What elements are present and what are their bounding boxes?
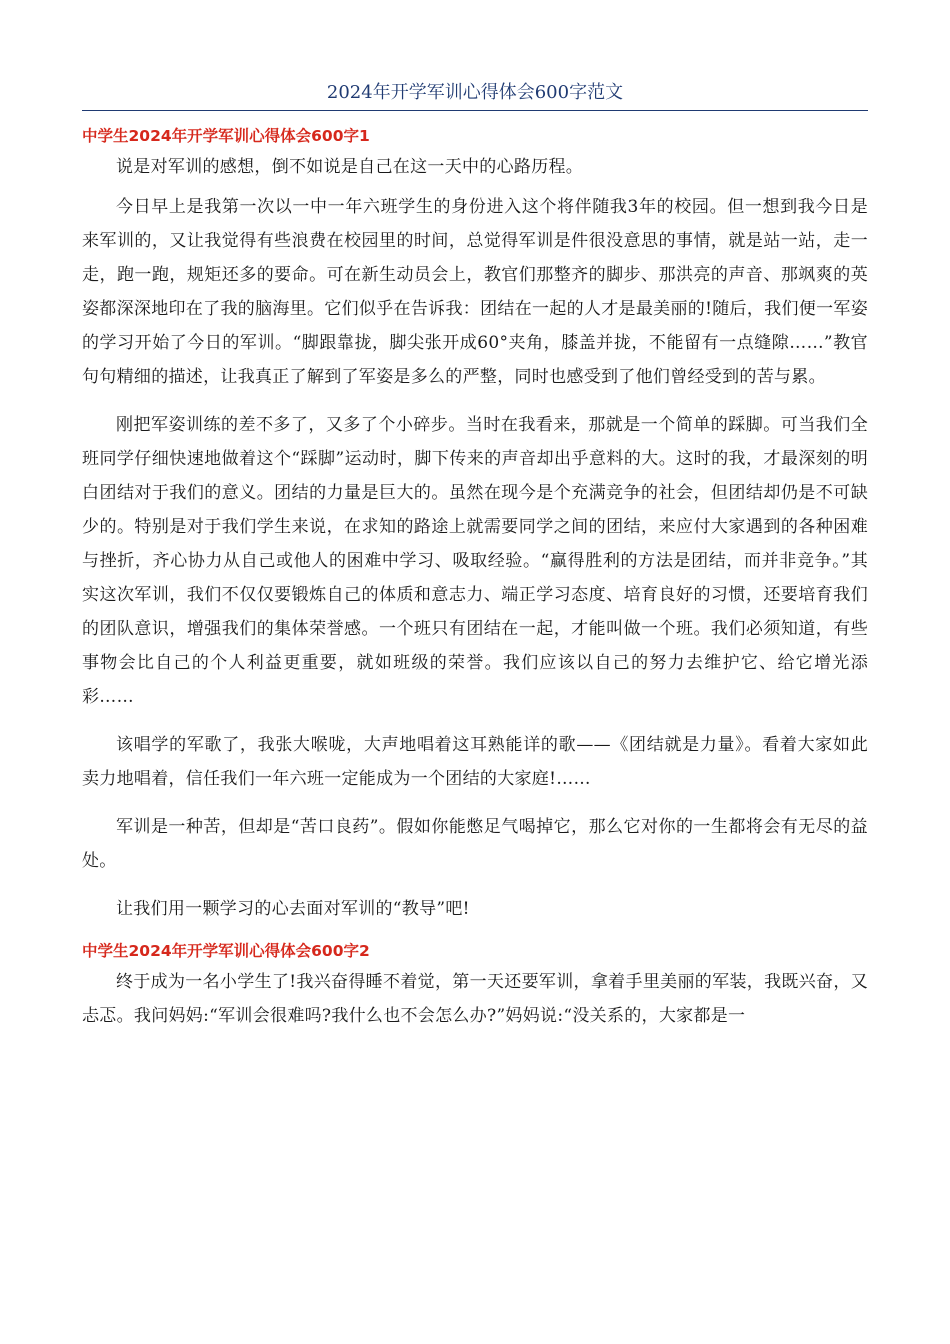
paragraph: 今日早上是我第一次以一中一年六班学生的身份进入这个将伴随我3年的校园。但一想到我今日是来军训的，又让我觉得有些浪费在校园里的时间，总觉得军训是件很没意思的事情，就是站一站，走一走，跑一跑，规矩还多的要命。可在新生动员会上，教官们那整齐的脚步、那洪亮的声音、那飒爽的英姿都深深地印在了我的脑海里。它们似乎在告诉我：团结在一起的人才是最美丽的!随后，我们便一军姿的学习开始了今日的军训。“脚跟靠拢，脚尖张开成60°夹角，膝盖并拢，不能留有一点缝隙……”教官句句精细的描述，让我真正了解到了军姿是多么的严整，同时也感受到了他们曾经受到的苦与累。 xyxy=(82,197,868,387)
document-page xyxy=(82,78,868,1047)
section-1 xyxy=(82,126,868,926)
paragraph: 刚把军姿训练的差不多了，又多了个小碎步。当时在我看来，那就是一个简单的踩脚。可当我们全班同学仔细快速地做着这个“踩脚”运动时，脚下传来的声音却出乎意料的大。这时的我，才最深刻的明白团结对于我们的意义。团结的力量是巨大的。虽然在现今是个充满竞争的社会，但团结却仍是不可缺少的。特别是对于我们学生来说，在求知的路途上就需要同学之间的团结，来应付大家遇到的各种困难与挫折，齐心协力从自己或他人的困难中学习、吸取经验。“赢得胜利的方法是团结，而并非竞争。”其实这次军训，我们不仅仅要锻炼自己的体质和意志力、端正学习态度、培育良好的习惯，还要培育我们的团队意识，增强我们的集体荣誉感。一个班只有团结在一起，才能叫做一个班。我们必须知道，有些事物会比自己的个人利益更重要，就如班级的荣誉。我们应该以自己的努力去维护它、给它增光添彩…… xyxy=(82,415,868,707)
paragraph: 军训是一种苦，但却是“苦口良药”。假如你能憋足气喝掉它，那么它对你的一生都将会有无尽的益处。 xyxy=(82,817,868,871)
paragraph: 终于成为一名小学生了!我兴奋得睡不着觉，第一天还要军训，拿着手里美丽的军装，我既兴奋，又忐忑。我问妈妈:“军训会很难吗?我什么也不会怎么办?”妈妈说:“没关系的，大家都是一 xyxy=(82,972,868,1026)
paragraph: 让我们用一颗学习的心去面对军训的“教导”吧! xyxy=(116,899,470,919)
paragraph: 该唱学的军歌了，我张大喉咙，大声地唱着这耳熟能详的歌——《团结就是力量》。看着大家如此卖力地唱着，信任我们一年六班一定能成为一个团结的大家庭!…… xyxy=(82,735,868,789)
section-heading: 中学生2024年开学军训心得体会600字1 xyxy=(82,127,370,145)
paragraph: 说是对军训的感想，倒不如说是自己在这一天中的心路历程。 xyxy=(116,157,584,177)
section-heading: 中学生2024年开学军训心得体会600字2 xyxy=(82,942,370,960)
section-2 xyxy=(82,941,868,1033)
document-title: 2024年开学军训心得体会600字范文 xyxy=(82,78,868,111)
